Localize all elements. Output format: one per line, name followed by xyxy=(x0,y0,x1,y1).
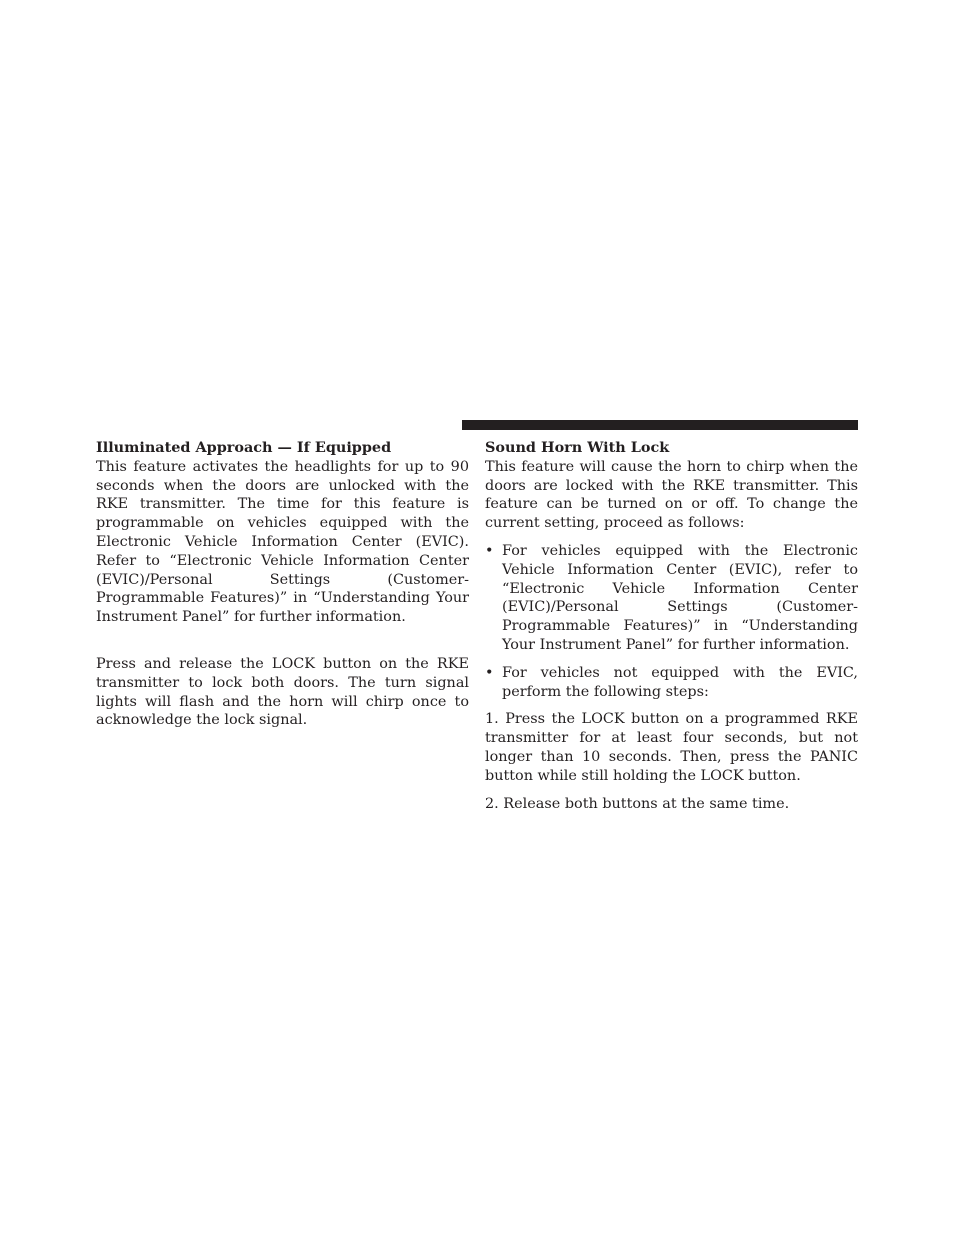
section-header-rule xyxy=(462,420,858,430)
bullet-icon: • xyxy=(485,664,494,681)
sound-horn-bullet-list xyxy=(485,542,858,701)
right-column xyxy=(485,439,858,813)
illuminated-approach-paragraph: This feature activates the headlights for up to 90 seconds when the doors are unlocked with the RKE transmitter. The time for this feature is programmable on vehicles equipped with the Electronic Vehicle Information Center (EVIC). Refer to “Electronic Vehicle Information Center (EVIC)/Personal Settings (Customer-Programmable Features)” in “Understanding Your Instrument Panel” for further information. xyxy=(96,458,469,626)
bullet-text: For vehicles equipped with the Electronic Vehicle Information Center (EVIC), refer to “Electronic Vehicle Information Center (EVIC)/Personal Settings (Customer-Programmable Features)” in “Understanding Your Instrument Panel” for further information. xyxy=(502,542,858,653)
bullet-text: For vehicles not equipped with the EVIC, perform the following steps: xyxy=(502,664,858,700)
left-column xyxy=(96,439,469,730)
list-item xyxy=(485,542,858,655)
illuminated-approach-heading: Illuminated Approach — If Equipped xyxy=(96,439,392,456)
list-item xyxy=(485,664,858,702)
bullet-icon: • xyxy=(485,542,494,559)
step-2-paragraph: 2. Release both buttons at the same time. xyxy=(485,795,790,812)
lock-doors-paragraph: Press and release the LOCK button on the RKE transmitter to lock both doors. The turn signal lights will flash and the horn will chirp once to acknowledge the lock signal. xyxy=(96,655,469,729)
sound-horn-intro-paragraph: This feature will cause the horn to chirp when the doors are locked with the RKE transmitter. This feature can be turned on or off. To change the current setting, proceed as follows: xyxy=(485,458,858,532)
sound-horn-heading: Sound Horn With Lock xyxy=(485,439,670,456)
step-1-paragraph: 1. Press the LOCK button on a programmed RKE transmitter for at least four seconds, but not longer than 10 seconds. Then, press the PANIC button while still holding the LOCK button. xyxy=(485,711,858,784)
